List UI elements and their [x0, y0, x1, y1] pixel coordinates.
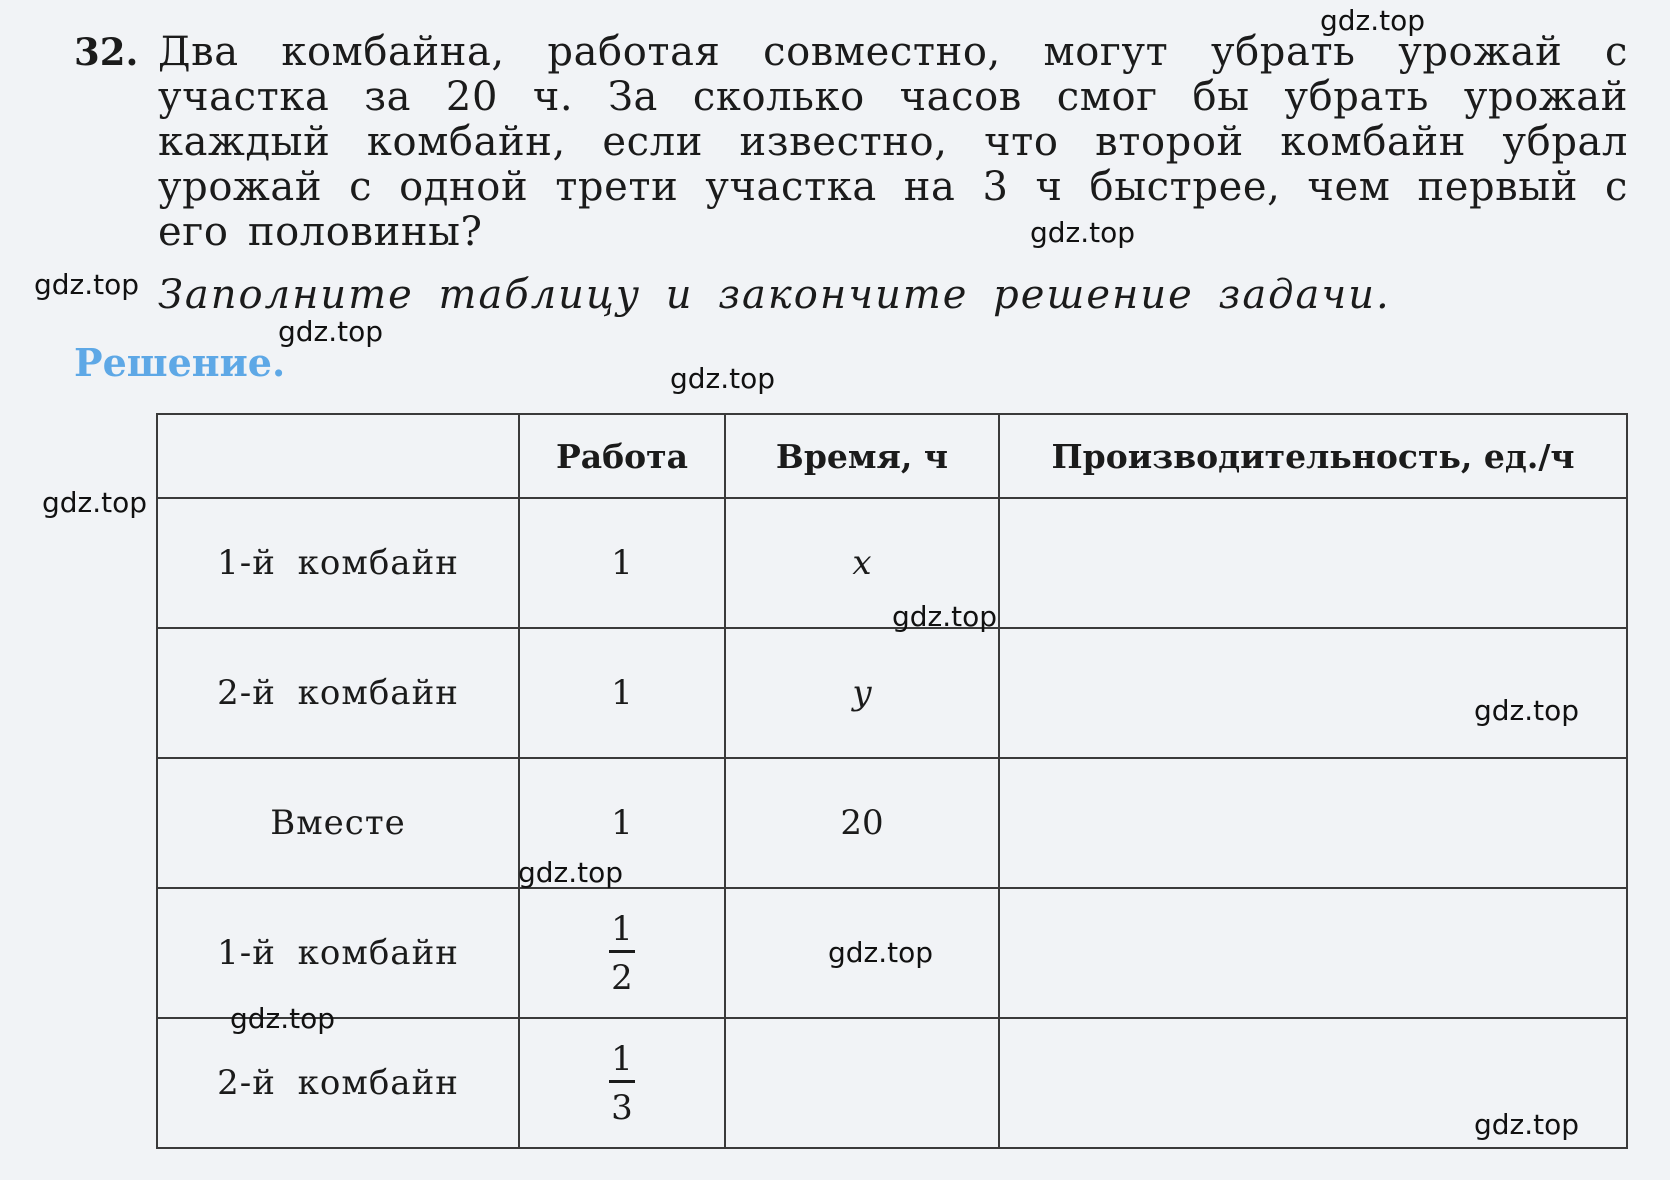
row-time: x	[725, 498, 999, 628]
solution-table	[156, 413, 1628, 1149]
row-work-fraction	[519, 888, 725, 1018]
row-time: y	[725, 628, 999, 758]
fraction-bar	[609, 1080, 635, 1083]
watermark: gdz.top	[230, 1002, 336, 1035]
row-productivity-blank[interactable]	[999, 498, 1627, 628]
watermark: gdz.top	[892, 600, 998, 633]
watermark: gdz.top	[518, 856, 624, 889]
problem-text: Два комбайна, работая совместно, могут убрать урожай с участка за 20 ч. За сколько часов смог бы убрать урожай каждый комбайн, если известно, что второй комбайн убрал урожай с одной трети участка на 3 ч быстрее, чем первый с его половины?	[158, 29, 1628, 255]
watermark: gdz.top	[828, 936, 934, 969]
row-work: 1	[519, 498, 725, 628]
watermark: gdz.top	[34, 268, 140, 301]
row-name: 1-й комбайн	[157, 498, 519, 628]
header-productivity: Производительность, ед./ч	[999, 414, 1627, 498]
row-productivity-blank[interactable]	[999, 888, 1627, 1018]
header-work: Работа	[519, 414, 725, 498]
row-work: 1	[519, 758, 725, 888]
row-time: 20	[725, 758, 999, 888]
table-row	[157, 758, 1627, 888]
table-row	[157, 628, 1627, 758]
instruction-text: Заполните таблицу и закончите решение задачи.	[158, 272, 1391, 318]
row-name: 2-й комбайн	[157, 628, 519, 758]
fraction	[609, 910, 635, 997]
fraction-numerator: 1	[611, 1039, 633, 1079]
watermark: gdz.top	[278, 315, 384, 348]
problem-number: 32.	[74, 30, 139, 74]
row-work-fraction	[519, 1018, 725, 1148]
watermark: gdz.top	[1030, 216, 1136, 249]
row-time-blank[interactable]	[725, 1018, 999, 1148]
row-name: 2-й комбайн	[157, 1018, 519, 1148]
solution-label: Решение.	[74, 340, 286, 385]
row-productivity-blank[interactable]	[999, 758, 1627, 888]
row-name: 1-й комбайн	[157, 888, 519, 1018]
table-row	[157, 1018, 1627, 1148]
table-header-row	[157, 414, 1627, 498]
fraction-bar	[609, 950, 635, 953]
row-work: 1	[519, 628, 725, 758]
watermark: gdz.top	[670, 362, 776, 395]
fraction-denominator: 3	[611, 1088, 633, 1128]
watermark: gdz.top	[1320, 4, 1426, 37]
fraction	[609, 1040, 635, 1127]
watermark: gdz.top	[1474, 694, 1580, 727]
fraction-numerator: 1	[611, 909, 633, 949]
watermark: gdz.top	[42, 486, 148, 519]
header-time: Время, ч	[725, 414, 999, 498]
row-name: Вместе	[157, 758, 519, 888]
header-empty	[157, 414, 519, 498]
fraction-denominator: 2	[611, 958, 633, 998]
row-productivity-blank[interactable]	[999, 628, 1627, 758]
watermark: gdz.top	[1474, 1108, 1580, 1141]
